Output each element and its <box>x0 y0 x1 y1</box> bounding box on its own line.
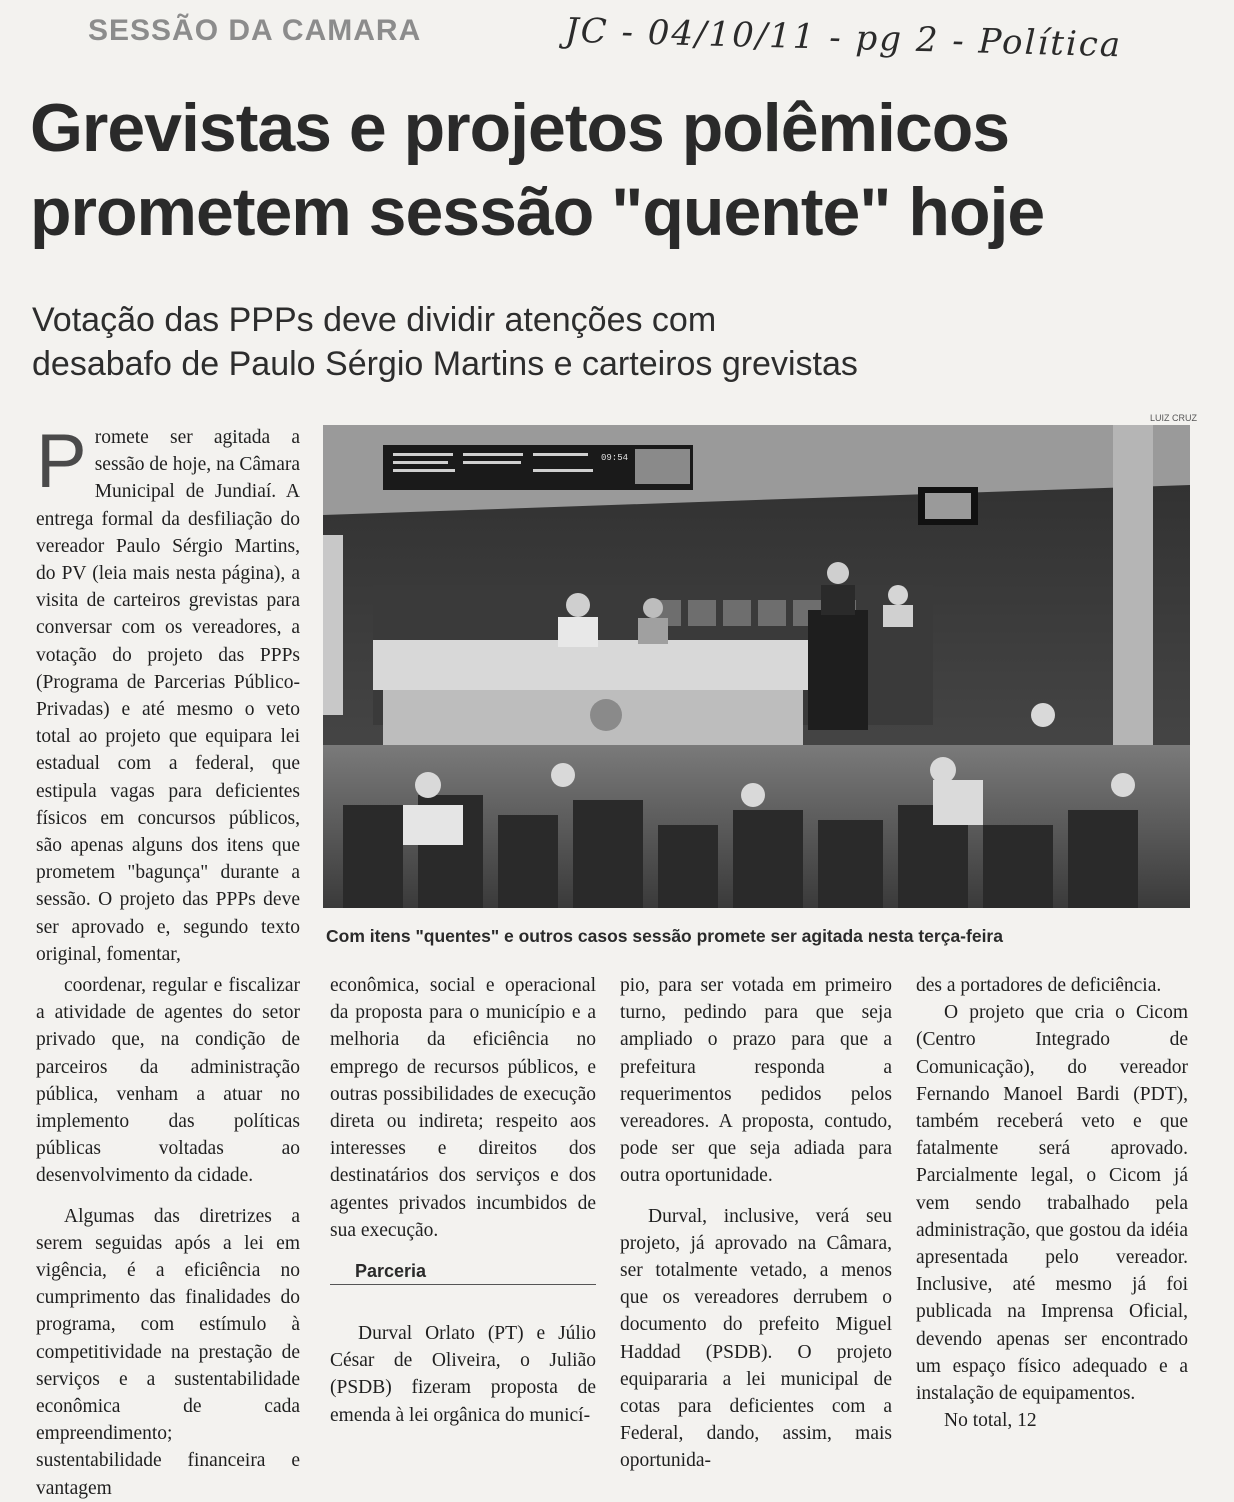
paragraph: No total, 12 <box>944 1410 1037 1432</box>
article-column-3 <box>620 972 892 1475</box>
paragraph: pio, para ser votada em primeiro turno, pedindo para que seja ampliado o prazo para que a prefeitura responda a requerimentos pedidos pelos vereadores. A proposta, contudo, pode ser que seja adiada para outra oportunidade. <box>620 975 892 1187</box>
photo-caption: Com itens "quentes" e outros casos sessão promete ser agitada nesta terça-feira <box>326 926 1003 946</box>
chamber-photo-illustration <box>323 425 1190 908</box>
subheading-rule <box>330 1284 596 1285</box>
subheadline <box>32 298 1032 386</box>
article-column-1 <box>36 419 300 968</box>
handwritten-note: JC - 04/10/11 - pg 2 - Política <box>564 10 1123 66</box>
section-tag: SESSÃO DA CAMARA <box>88 14 422 47</box>
section-subheading: Parceria <box>355 1261 427 1281</box>
news-photo <box>323 425 1190 908</box>
paragraph: Durval, inclusive, verá seu projeto, já aprovado na Câmara, ser totalmente vetado, a menos que os vereadores derrubem o documento do prefeito Miguel Haddad (PSDB). O projeto equipararia a lei municipal de cotas para deficientes com a Federal, dando, assim, mais oportunida- <box>620 1205 892 1472</box>
drop-cap: P <box>36 419 87 504</box>
article-column-2-continued <box>330 1320 596 1429</box>
paragraph: des a portadores de deficiência. <box>916 975 1162 996</box>
article-column-2 <box>330 972 596 1244</box>
headline-line-2: prometem sessão "quente" hoje <box>30 174 1045 250</box>
headline-line-1: Grevistas e projetos polêmicos <box>30 90 1010 166</box>
paragraph: coordenar, regular e fiscalizar a atividade de agentes do setor privado que, na condição de parceiros da administração pública, venham a atuar no implemento das políticas públicas voltadas ao desenvolvimento da cidade. <box>36 975 300 1187</box>
subhead-line-1: Votação das PPPs deve dividir atenções com <box>32 301 717 339</box>
article-column-1-continued <box>36 972 300 1502</box>
paragraph: econômica, social e operacional da proposta para o município e a melhoria da eficiência no emprego de recursos públicos, e outras possibilidades de execução direta ou indireta; respeito aos interesses e direitos dos destinatários dos serviços e dos agentes privados incumbidos de sua execução. <box>330 975 596 1241</box>
paragraph: Algumas das diretrizes a serem seguidas após a lei em vigência, é a eficiência no cumprimento das finalidades do programa, com estímulo à competitividade na prestação de serviços e a sustentabilidade econômica de cada empreendimento; sustentabilidade financeira e vantagem <box>36 1205 300 1499</box>
article-column-4 <box>916 972 1188 1434</box>
paragraph: Durval Orlato (PT) e Júlio César de Oliveira, o Julião (PSDB) fizeram proposta de emenda à lei orgânica do municí- <box>330 1323 596 1426</box>
headline <box>30 86 1210 254</box>
scoreboard-time: 09:54 <box>601 453 629 463</box>
subhead-line-2: desabafo de Paulo Sérgio Martins e carteiros grevistas <box>32 345 858 383</box>
paragraph: Promete ser agitada a sessão de hoje, na Câmara Municipal de Jundiaí. A entrega formal da desfiliação do vereador Paulo Sérgio Martins, do PV (leia mais nesta página), a visita de carteiros grevistas para conversar com os vereadores, a votação do projeto das PPPs (Programa de Parcerias Público-Privadas) e até mesmo o veto total ao projeto que equipara lei estadual com a federal, que estipula vagas para deficientes físicos em concursos públicos, são apenas alguns dos itens que prometem "bagunça" durante a sessão. O projeto das PPPs deve ser aprovado e, segundo texto original, fomentar, <box>36 419 300 965</box>
paragraph: O projeto que cria o Cicom (Centro Integrado de Comunicação), do vereador Fernando Manoel Bardi (PDT), também receberá veto e que fatalmente será aprovado. Parcialmente legal, o Cicom já vem sendo trabalhado pela administração, que gostou da idéia apresentada pelo vereador. Inclusive, até mesmo já foi publicada na Imprensa Oficial, devendo apenas ser encontrado um espaço físico adequado e a instalação de equipamentos. <box>916 1002 1188 1405</box>
photo-credit: LUIZ CRUZ <box>1150 413 1197 423</box>
